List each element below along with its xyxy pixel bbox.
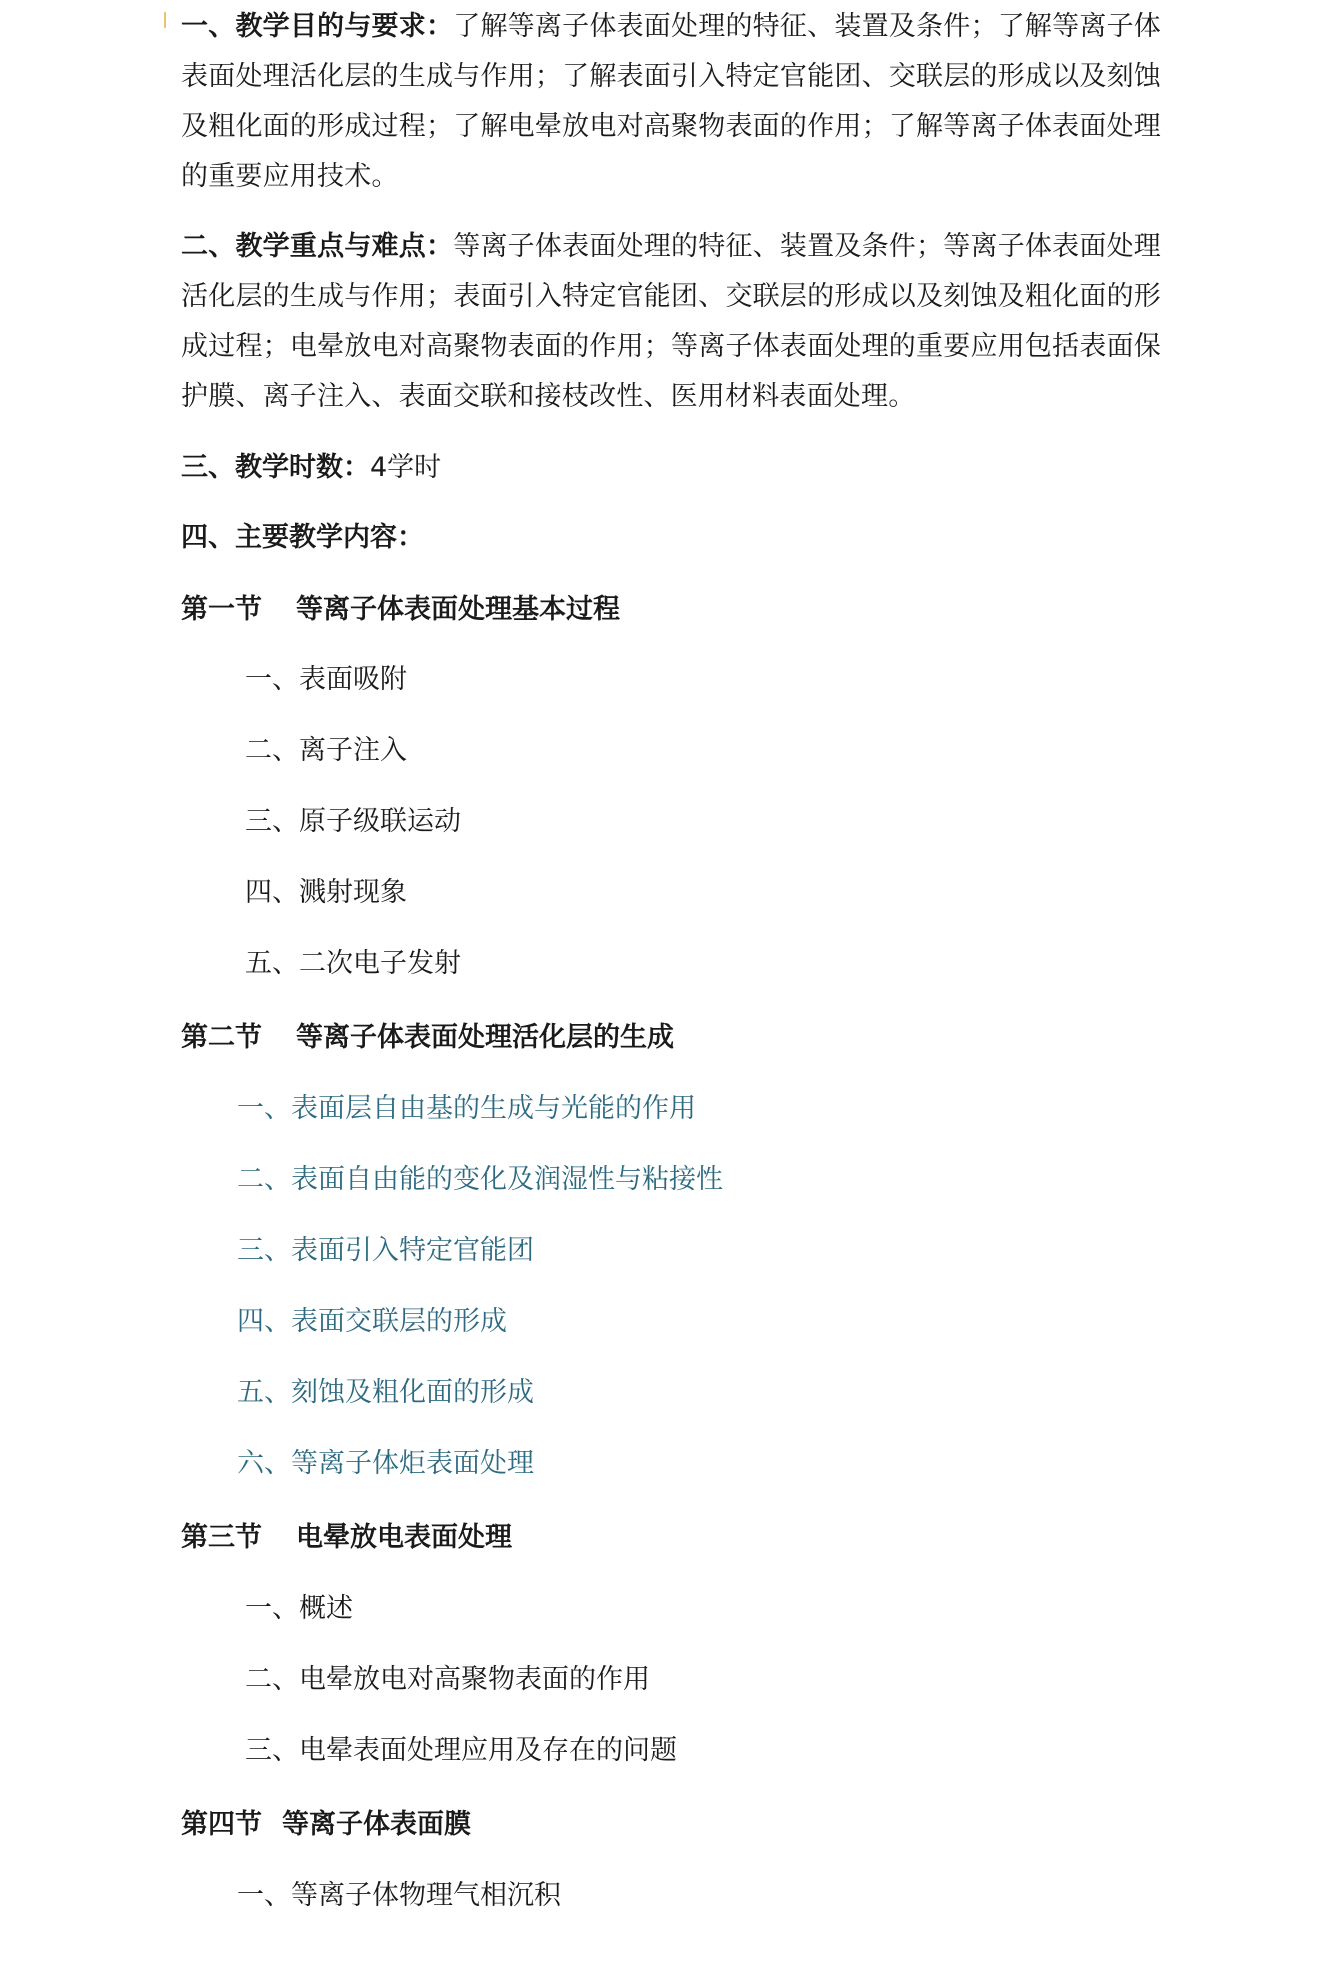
section-2-item-1: 一、表面层自由基的生成与光能的作用 bbox=[237, 1093, 696, 1124]
section-3-item-2: 二、电晕放电对高聚物表面的作用 bbox=[245, 1664, 650, 1695]
section-1-title: 等离子体表面处理基本过程 bbox=[296, 594, 620, 625]
teaching-hours-value: 4学时 bbox=[370, 452, 442, 483]
section-2-item-4: 四、表面交联层的形成 bbox=[237, 1306, 507, 1337]
teaching-hours bbox=[181, 448, 441, 488]
section-3-item-1: 一、概述 bbox=[245, 1593, 353, 1624]
section-1-item-4: 四、溅射现象 bbox=[245, 877, 407, 908]
main-content-heading bbox=[181, 518, 424, 558]
objectives-heading: 一、教学目的与要求： bbox=[181, 11, 454, 42]
main-content-heading-text: 四、主要教学内容： bbox=[181, 522, 424, 553]
section-3-title: 电晕放电表面处理 bbox=[296, 1522, 512, 1553]
key-points-heading: 二、教学重点与难点： bbox=[181, 231, 454, 262]
section-2-number: 第二节 bbox=[181, 1022, 262, 1053]
objectives-text: 了解等离子体表面处理的特征、装置及条件；了解等离子体表面处理活化层的生成与作用；了解表面引入特定官能团、交联层的形成以及刻蚀及粗化面的形成过程；了解电晕放电对高聚物表面的作用；了解等离子体表面处理的重要应用技术。 bbox=[181, 11, 1162, 192]
section-1-item-2: 二、离子注入 bbox=[245, 735, 407, 766]
section-4-number: 第四节 bbox=[181, 1809, 262, 1840]
corner-crop-mark bbox=[164, 12, 166, 28]
section-2-item-5: 五、刻蚀及粗化面的形成 bbox=[237, 1377, 534, 1408]
key-points-paragraph bbox=[181, 222, 1161, 422]
section-1-number: 第一节 bbox=[181, 594, 262, 625]
section-3-number: 第三节 bbox=[181, 1522, 262, 1553]
section-1-item-3: 三、原子级联运动 bbox=[245, 806, 461, 837]
section-2-item-6: 六、等离子体炬表面处理 bbox=[237, 1448, 534, 1479]
section-2-heading bbox=[181, 1018, 674, 1058]
section-2-item-3: 三、表面引入特定官能团 bbox=[237, 1235, 534, 1266]
section-1-heading bbox=[181, 590, 620, 630]
section-4-item-1: 一、等离子体物理气相沉积 bbox=[237, 1880, 561, 1911]
section-4-heading bbox=[181, 1805, 471, 1845]
section-2-title: 等离子体表面处理活化层的生成 bbox=[296, 1022, 674, 1053]
section-1-item-1: 一、表面吸附 bbox=[245, 664, 407, 695]
key-points-text: 等离子体表面处理的特征、装置及条件；等离子体表面处理活化层的生成与作用；表面引入特定官能团、交联层的形成以及刻蚀及粗化面的形成过程；电晕放电对高聚物表面的作用；等离子体表面处理的重要应用包括表面保护膜、离子注入、表面交联和接枝改性、医用材料表面处理。 bbox=[181, 231, 1162, 412]
section-3-item-3: 三、电晕表面处理应用及存在的问题 bbox=[245, 1735, 677, 1766]
section-1-item-5: 五、二次电子发射 bbox=[245, 948, 461, 979]
teaching-hours-heading: 三、教学时数： bbox=[181, 452, 370, 483]
section-2-item-2: 二、表面自由能的变化及润湿性与粘接性 bbox=[237, 1164, 723, 1195]
section-4-title: 等离子体表面膜 bbox=[282, 1809, 471, 1840]
objectives-paragraph bbox=[181, 2, 1161, 202]
section-3-heading bbox=[181, 1518, 512, 1558]
